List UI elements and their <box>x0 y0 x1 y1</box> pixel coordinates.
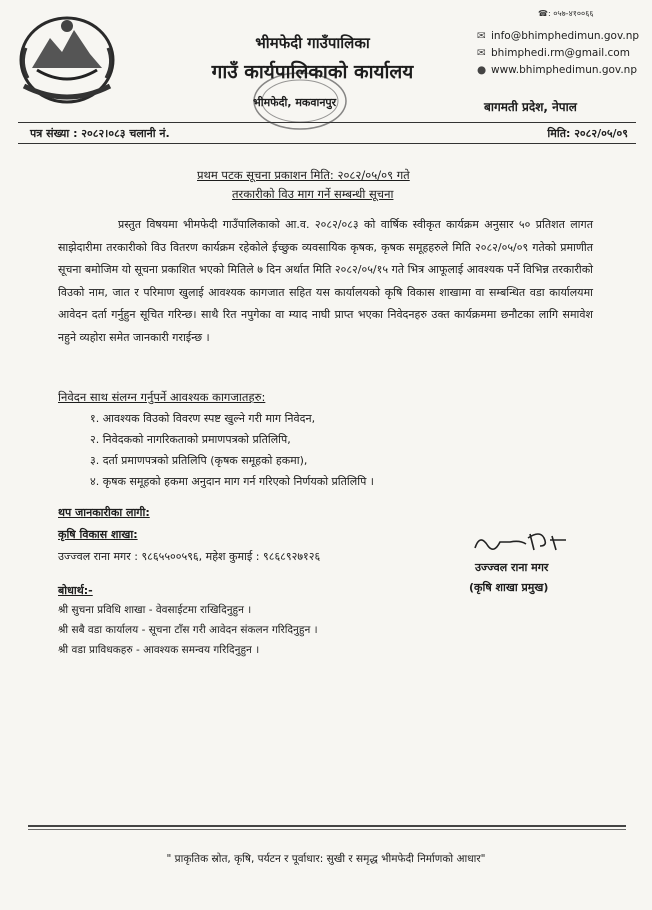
cc-item: श्री सुचना प्रविधि शाखा - वेवसाईटमा राखिदिनुहुन । <box>58 604 252 616</box>
signatory-role: (कृषि शाखा प्रमुख) <box>469 581 549 594</box>
letter-date: मिति: २०८२/०५/०९ <box>547 127 628 140</box>
documents-heading: निवेदन साथ संलग्न गर्नुपर्ने आवश्यक कागजातहरु: <box>58 390 266 404</box>
website-contact <box>477 64 637 76</box>
nepal-emblem-icon <box>12 8 122 108</box>
cc-item: श्री वडा प्राविधकहरु - आवश्यक समन्वय गरिदिनुहुन । <box>58 644 260 656</box>
subject-line-1: प्रथम पटक सूचना प्रकाशन मिति: २०८२/०५/०९ गते <box>197 168 410 182</box>
province: बागमती प्रदेश, नेपाल <box>484 100 577 114</box>
email2-contact <box>477 47 630 59</box>
cc-item: श्री सबै वडा कार्यालय - सूचना टाँस गरी आवेदन संकलन गरिदिनुहुन । <box>58 624 318 636</box>
document-item: ३. दर्ता प्रमाणपत्रको प्रतिलिपि (कृषक समूहको हकमा), <box>90 454 308 467</box>
document-item: २. निवेदकको नागरिकताको प्रमाणपत्रको प्रतिलिपि, <box>90 433 291 446</box>
globe-icon: ● <box>477 64 487 76</box>
section-name: कृषि विकास शाखा: <box>58 528 138 541</box>
envelope-icon: ✉ <box>477 30 486 42</box>
contact-numbers: उज्ज्वल राना मगर : ९८६५५००५९६, महेश कुमाई : ९८६८९२७१२६ <box>58 550 321 563</box>
reference-row <box>18 122 636 144</box>
signature-icon <box>470 528 580 558</box>
body-text: प्रस्तुत विषयमा भीमफेदी गाउँपालिकाको आ.व. २०८२/०८३ को वार्षिक स्वीकृत कार्यक्रम अनुसार ५० प्रतिशत लागत साझेदारीमा तरकारीको विउ वितरण कार्यक्रम रहेकोले ईच्छुक व्यवसायिक कृषक, कृषक समूहहरुले मिति २०८२/०५/०९ गतेको प्रमाणीत सूचना बमोजिम यो सूचना प्रकाशित भएको मितिले ७ दिन अर्थात मिति २०८२/०५/१५ गते भित्र आफूलाई आवश्यक पर्ने विभिन्न तरकारीको विउको नाम, जात र परिमाण खुलाई आवश्यक कागजात सहित यस कार्यालयको कृषि विकास शाखामा वा सम्बन्धित वडा कार्यालयमा आवेदन दर्ता गर्नुहुन सूचित गरिन्छ। साथै रित नपुगेका वा म्याद नाघी प्राप्त भएका निवेदनहरु उक्त कार्यक्रममा छनौटका लागि समावेश नहुने व्यहोरा समेत जानकारी गराईन्छ । <box>58 218 593 344</box>
reference-number: पत्र संख्या : २०८२।०८३ चलानी नं. <box>30 127 170 140</box>
mail-icon: ✉ <box>477 47 486 59</box>
office-name: भीमफेदी गाउँपालिका <box>255 34 370 52</box>
document-item: ४. कृषक समूहको हकमा अनुदान माग गर्न गरिएको निर्णयको प्रतिलिपि । <box>90 475 374 488</box>
body-paragraph <box>58 214 593 349</box>
office-address: भीमफेदी, मकवानपुर <box>253 96 337 109</box>
website-text[interactable]: www.bhimphedimun.gov.np <box>491 64 637 76</box>
office-title: गाउँ कार्यपालिकाको कार्यालय <box>211 61 414 83</box>
signatory-name: उज्ज्वल राना मगर <box>475 561 549 574</box>
more-info-heading: थप जानकारीका लागी: <box>58 506 150 519</box>
email-text[interactable]: info@bhimphedimun.gov.np <box>491 30 640 42</box>
email-contact <box>477 30 639 42</box>
subject-line-2: तरकारीको विउ माग गर्ने सम्बन्धी सूचना <box>232 187 394 201</box>
document-item: १. आवश्यक विउको विवरण स्पष्ट खुल्ने गरी माग निवेदन, <box>90 412 316 425</box>
cc-heading: बोधार्थ:- <box>58 584 93 597</box>
footer-divider <box>28 829 626 830</box>
footer-divider <box>28 825 626 827</box>
email2-text[interactable]: bhimphedi.rm@gmail.com <box>491 47 630 59</box>
footer-motto: " प्राकृतिक स्रोत, कृषि, पर्यटन र पूर्वाधार: सुखी र समृद्ध भीमफेदी निर्माणको आधार" <box>166 853 486 865</box>
phone-number: ☎: ०५७-४१००६६ <box>538 9 594 18</box>
